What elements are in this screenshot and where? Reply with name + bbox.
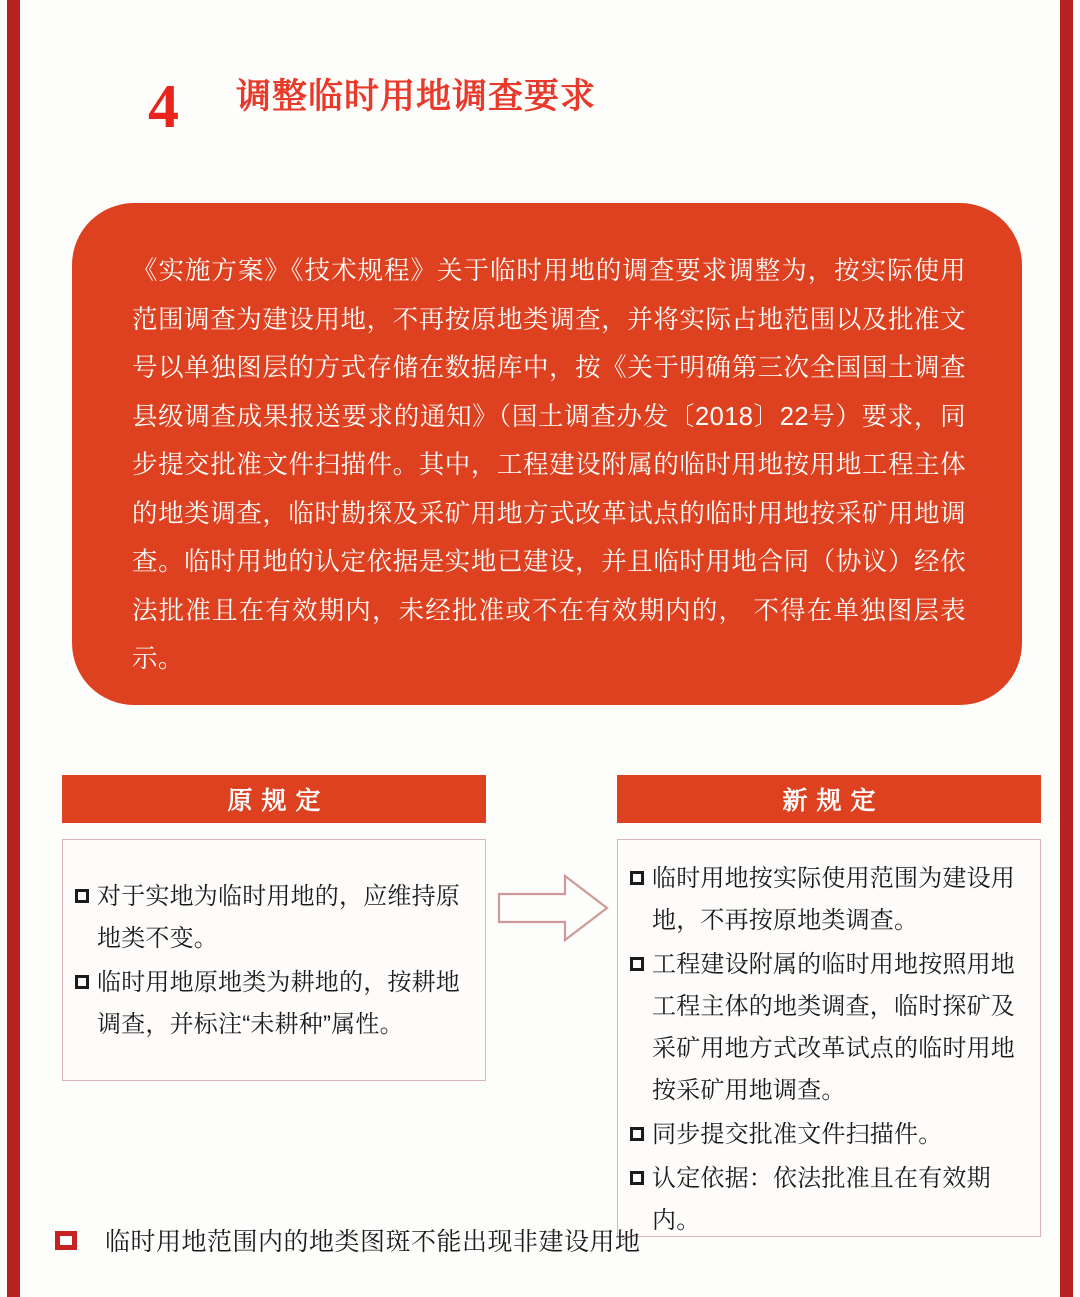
square-bullet-icon <box>630 1127 644 1141</box>
right-edge-rail <box>1060 0 1073 1297</box>
square-bullet-icon <box>75 889 89 903</box>
list-item-text: 临时用地原地类为耕地的，按耕地调查，并标注“未耕种”属性。 <box>97 969 460 1038</box>
square-bullet-icon <box>630 1171 644 1185</box>
old-rule-body <box>62 839 486 1081</box>
square-bullet-icon <box>630 871 644 885</box>
footnote-text: 临时用地范围内的地类图斑不能出现非建设用地 <box>105 1228 641 1256</box>
list-item <box>628 944 1028 1112</box>
list-item-text: 同步提交批准文件扫描件。 <box>652 1121 943 1148</box>
square-bullet-icon <box>630 957 644 971</box>
old-rule-column <box>62 775 486 1081</box>
square-bullet-icon <box>55 1231 77 1250</box>
footnote <box>55 1222 641 1258</box>
old-rule-heading: 原规定 <box>62 775 486 823</box>
page-title: 调整临时用地调查要求 <box>236 77 597 116</box>
list-item-text: 对于实地为临时用地的，应维持原地类不变。 <box>97 883 460 952</box>
list-item-text: 工程建设附属的临时用地按照用地工程主体的地类调查，临时探矿及采矿用地方式改革试点的临时用地按采矿用地调查。 <box>652 951 1015 1104</box>
section-number: 4 <box>148 73 178 141</box>
arrow-right-icon <box>497 872 609 944</box>
list-item-text: 认定依据：依法批准且在有效期内。 <box>652 1165 991 1234</box>
new-rule-column <box>617 775 1041 1237</box>
list-item <box>73 876 471 960</box>
callout-body-text: 《实施方案》《技术规程》关于临时用地的调查要求调整为，按实际使用范围调查为建设用地，不再按原地类调查，并将实际占地范围以及批准文号以单独图层的方式存储在数据库中，按《关于明确第三次全国国土调查县级调查成果报送要求的通知》（国土调查办发〔2018〕22号）要求，同步提交批准文件扫描件。其中，工程建设附属的临时用地按用地工程主体的地类调查，临时勘探及采矿用地方式改革试点的临时用地按采矿用地调查。临时用地的认定依据是实地已建设，并且临时用地合同（协议）经依法批准且在有效期内，未经批准或不在有效期内的， 不得在单独图层表示。 <box>132 257 966 673</box>
list-item-text: 临时用地按实际使用范围为建设用地，不再按原地类调查。 <box>652 865 1015 934</box>
list-item <box>628 858 1028 942</box>
list-item <box>628 1158 1028 1242</box>
left-edge-rail <box>7 0 20 1297</box>
square-bullet-icon <box>75 975 89 989</box>
callout-panel <box>72 203 1022 705</box>
page-header <box>0 55 1080 141</box>
new-rule-body <box>617 839 1041 1237</box>
list-item <box>73 962 471 1046</box>
list-item <box>628 1114 1028 1156</box>
new-rule-heading: 新规定 <box>617 775 1041 823</box>
